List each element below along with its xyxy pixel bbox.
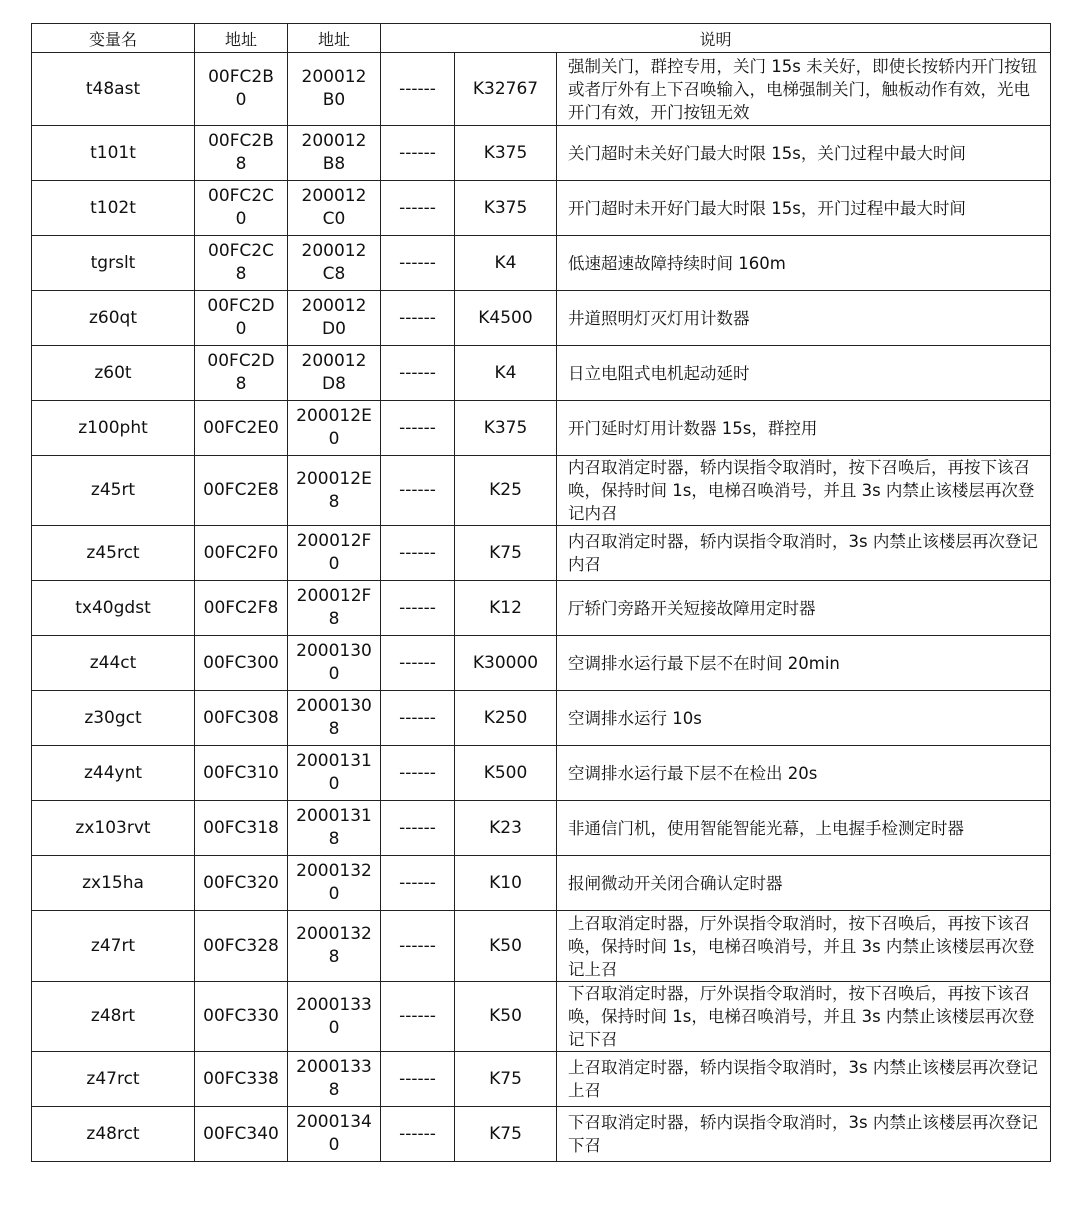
cell-dash: ------ xyxy=(381,346,455,401)
cell-desc: 开门超时未开好门最大时限 15s，开门过程中最大时间 xyxy=(557,181,1051,236)
cell-addr2: 20001320 xyxy=(288,856,381,911)
cell-dash: ------ xyxy=(381,636,455,691)
table-row xyxy=(32,801,1051,856)
table-row xyxy=(32,126,1051,181)
cell-k-value: K250 xyxy=(455,691,557,746)
cell-var-name: z45rct xyxy=(32,526,195,581)
cell-desc: 非通信门机，使用智能智能光幕，上电握手检测定时器 xyxy=(557,801,1051,856)
cell-k-value: K500 xyxy=(455,746,557,801)
cell-k-value: K375 xyxy=(455,401,557,456)
table-row xyxy=(32,456,1051,526)
cell-k-value: K375 xyxy=(455,181,557,236)
cell-k-value: K25 xyxy=(455,456,557,526)
cell-k-value: K75 xyxy=(455,1052,557,1107)
cell-addr2: 20001308 xyxy=(288,691,381,746)
cell-addr2: 200012F8 xyxy=(288,581,381,636)
cell-dash: ------ xyxy=(381,126,455,181)
cell-addr1: 00FC300 xyxy=(195,636,288,691)
cell-k-value: K23 xyxy=(455,801,557,856)
cell-addr1: 00FC2E0 xyxy=(195,401,288,456)
cell-dash: ------ xyxy=(381,526,455,581)
cell-var-name: z45rt xyxy=(32,456,195,526)
cell-var-name: tx40gdst xyxy=(32,581,195,636)
cell-k-value: K4 xyxy=(455,236,557,291)
cell-addr2: 20001318 xyxy=(288,801,381,856)
cell-dash: ------ xyxy=(381,691,455,746)
cell-addr1: 00FC2B8 xyxy=(195,126,288,181)
cell-var-name: z30gct xyxy=(32,691,195,746)
cell-dash: ------ xyxy=(381,911,455,982)
cell-dash: ------ xyxy=(381,746,455,801)
table-row xyxy=(32,53,1051,126)
cell-dash: ------ xyxy=(381,801,455,856)
cell-k-value: K30000 xyxy=(455,636,557,691)
cell-var-name: t101t xyxy=(32,126,195,181)
cell-k-value: K32767 xyxy=(455,53,557,126)
cell-addr1: 00FC2F8 xyxy=(195,581,288,636)
cell-dash: ------ xyxy=(381,456,455,526)
cell-addr1: 00FC2D0 xyxy=(195,291,288,346)
cell-addr1: 00FC308 xyxy=(195,691,288,746)
cell-var-name: t48ast xyxy=(32,53,195,126)
cell-desc: 空调排水运行最下层不在检出 20s xyxy=(557,746,1051,801)
cell-k-value: K50 xyxy=(455,982,557,1052)
cell-k-value: K4 xyxy=(455,346,557,401)
cell-addr1: 00FC2C8 xyxy=(195,236,288,291)
cell-addr1: 00FC2D8 xyxy=(195,346,288,401)
cell-addr1: 00FC2B0 xyxy=(195,53,288,126)
cell-addr2: 200012D0 xyxy=(288,291,381,346)
cell-desc: 低速超速故障持续时间 160m xyxy=(557,236,1051,291)
header-addr1: 地址 xyxy=(195,24,288,53)
cell-addr2: 20001338 xyxy=(288,1052,381,1107)
cell-addr1: 00FC318 xyxy=(195,801,288,856)
cell-addr2: 200012B8 xyxy=(288,126,381,181)
cell-k-value: K50 xyxy=(455,911,557,982)
cell-desc: 厅轿门旁路开关短接故障用定时器 xyxy=(557,581,1051,636)
cell-var-name: z47rt xyxy=(32,911,195,982)
cell-addr2: 20001330 xyxy=(288,982,381,1052)
cell-desc: 上召取消定时器，厅外误指令取消时，按下召唤后，再按下该召唤，保持时间 1s，电梯召唤消号，并且 3s 内禁止该楼层再次登记上召 xyxy=(557,911,1051,982)
cell-dash: ------ xyxy=(381,1107,455,1162)
table-row xyxy=(32,856,1051,911)
table-row xyxy=(32,1107,1051,1162)
parameter-table xyxy=(31,23,1051,1162)
cell-desc: 下召取消定时器，轿内误指令取消时，3s 内禁止该楼层再次登记下召 xyxy=(557,1107,1051,1162)
cell-addr1: 00FC2E8 xyxy=(195,456,288,526)
table-row xyxy=(32,526,1051,581)
cell-k-value: K75 xyxy=(455,526,557,581)
cell-addr2: 200012E0 xyxy=(288,401,381,456)
cell-addr2: 200012D8 xyxy=(288,346,381,401)
cell-addr2: 20001300 xyxy=(288,636,381,691)
cell-var-name: z48rt xyxy=(32,982,195,1052)
cell-addr2: 200012B0 xyxy=(288,53,381,126)
table-body xyxy=(32,53,1051,1162)
cell-addr1: 00FC2F0 xyxy=(195,526,288,581)
header-desc: 说明 xyxy=(381,24,1051,53)
cell-var-name: z60t xyxy=(32,346,195,401)
table-row xyxy=(32,401,1051,456)
cell-k-value: K375 xyxy=(455,126,557,181)
cell-desc: 空调排水运行 10s xyxy=(557,691,1051,746)
cell-dash: ------ xyxy=(381,181,455,236)
table-row xyxy=(32,746,1051,801)
table-row xyxy=(32,911,1051,982)
cell-var-name: tgrslt xyxy=(32,236,195,291)
cell-dash: ------ xyxy=(381,401,455,456)
table-row xyxy=(32,291,1051,346)
cell-dash: ------ xyxy=(381,236,455,291)
cell-dash: ------ xyxy=(381,856,455,911)
cell-k-value: K75 xyxy=(455,1107,557,1162)
table-row xyxy=(32,236,1051,291)
cell-desc: 内召取消定时器，轿内误指令取消时，3s 内禁止该楼层再次登记内召 xyxy=(557,526,1051,581)
cell-var-name: z44ct xyxy=(32,636,195,691)
cell-desc: 关门超时未关好门最大时限 15s，关门过程中最大时间 xyxy=(557,126,1051,181)
cell-desc: 开门延时灯用计数器 15s，群控用 xyxy=(557,401,1051,456)
cell-var-name: t102t xyxy=(32,181,195,236)
cell-dash: ------ xyxy=(381,1052,455,1107)
cell-desc: 报闸微动开关闭合确认定时器 xyxy=(557,856,1051,911)
cell-addr1: 00FC320 xyxy=(195,856,288,911)
cell-addr1: 00FC338 xyxy=(195,1052,288,1107)
cell-desc: 日立电阻式电机起动延时 xyxy=(557,346,1051,401)
cell-desc: 下召取消定时器，厅外误指令取消时，按下召唤后，再按下该召唤，保持时间 1s，电梯召唤消号，并且 3s 内禁止该楼层再次登记下召 xyxy=(557,982,1051,1052)
table-row xyxy=(32,346,1051,401)
table-row xyxy=(32,636,1051,691)
cell-var-name: z60qt xyxy=(32,291,195,346)
table-row xyxy=(32,181,1051,236)
table-row xyxy=(32,691,1051,746)
cell-addr2: 200012C8 xyxy=(288,236,381,291)
cell-desc: 上召取消定时器，轿内误指令取消时，3s 内禁止该楼层再次登记上召 xyxy=(557,1052,1051,1107)
cell-addr1: 00FC2C0 xyxy=(195,181,288,236)
table-header-row xyxy=(32,24,1051,53)
table-row xyxy=(32,581,1051,636)
cell-addr1: 00FC310 xyxy=(195,746,288,801)
cell-k-value: K4500 xyxy=(455,291,557,346)
header-addr2: 地址 xyxy=(288,24,381,53)
cell-desc: 内召取消定时器，轿内误指令取消时，按下召唤后，再按下该召唤，保持时间 1s，电梯召唤消号，并且 3s 内禁止该楼层再次登记内召 xyxy=(557,456,1051,526)
cell-addr2: 200012C0 xyxy=(288,181,381,236)
cell-dash: ------ xyxy=(381,53,455,126)
cell-addr1: 00FC340 xyxy=(195,1107,288,1162)
cell-desc: 强制关门，群控专用，关门 15s 未关好，即使长按轿内开门按钮或者厅外有上下召唤输入，电梯强制关门，触板动作有效，光电开门有效，开门按钮无效 xyxy=(557,53,1051,126)
cell-var-name: z48rct xyxy=(32,1107,195,1162)
cell-dash: ------ xyxy=(381,982,455,1052)
cell-addr2: 20001340 xyxy=(288,1107,381,1162)
cell-dash: ------ xyxy=(381,581,455,636)
table-row xyxy=(32,982,1051,1052)
cell-addr1: 00FC330 xyxy=(195,982,288,1052)
cell-k-value: K12 xyxy=(455,581,557,636)
cell-desc: 空调排水运行最下层不在时间 20min xyxy=(557,636,1051,691)
cell-var-name: z100pht xyxy=(32,401,195,456)
cell-k-value: K10 xyxy=(455,856,557,911)
table-row xyxy=(32,1052,1051,1107)
cell-dash: ------ xyxy=(381,291,455,346)
cell-desc: 井道照明灯灭灯用计数器 xyxy=(557,291,1051,346)
cell-var-name: zx103rvt xyxy=(32,801,195,856)
cell-addr2: 20001310 xyxy=(288,746,381,801)
cell-var-name: z47rct xyxy=(32,1052,195,1107)
cell-addr2: 20001328 xyxy=(288,911,381,982)
cell-addr1: 00FC328 xyxy=(195,911,288,982)
header-var-name: 变量名 xyxy=(32,24,195,53)
cell-var-name: z44ynt xyxy=(32,746,195,801)
cell-addr2: 200012E8 xyxy=(288,456,381,526)
cell-addr2: 200012F0 xyxy=(288,526,381,581)
cell-var-name: zx15ha xyxy=(32,856,195,911)
